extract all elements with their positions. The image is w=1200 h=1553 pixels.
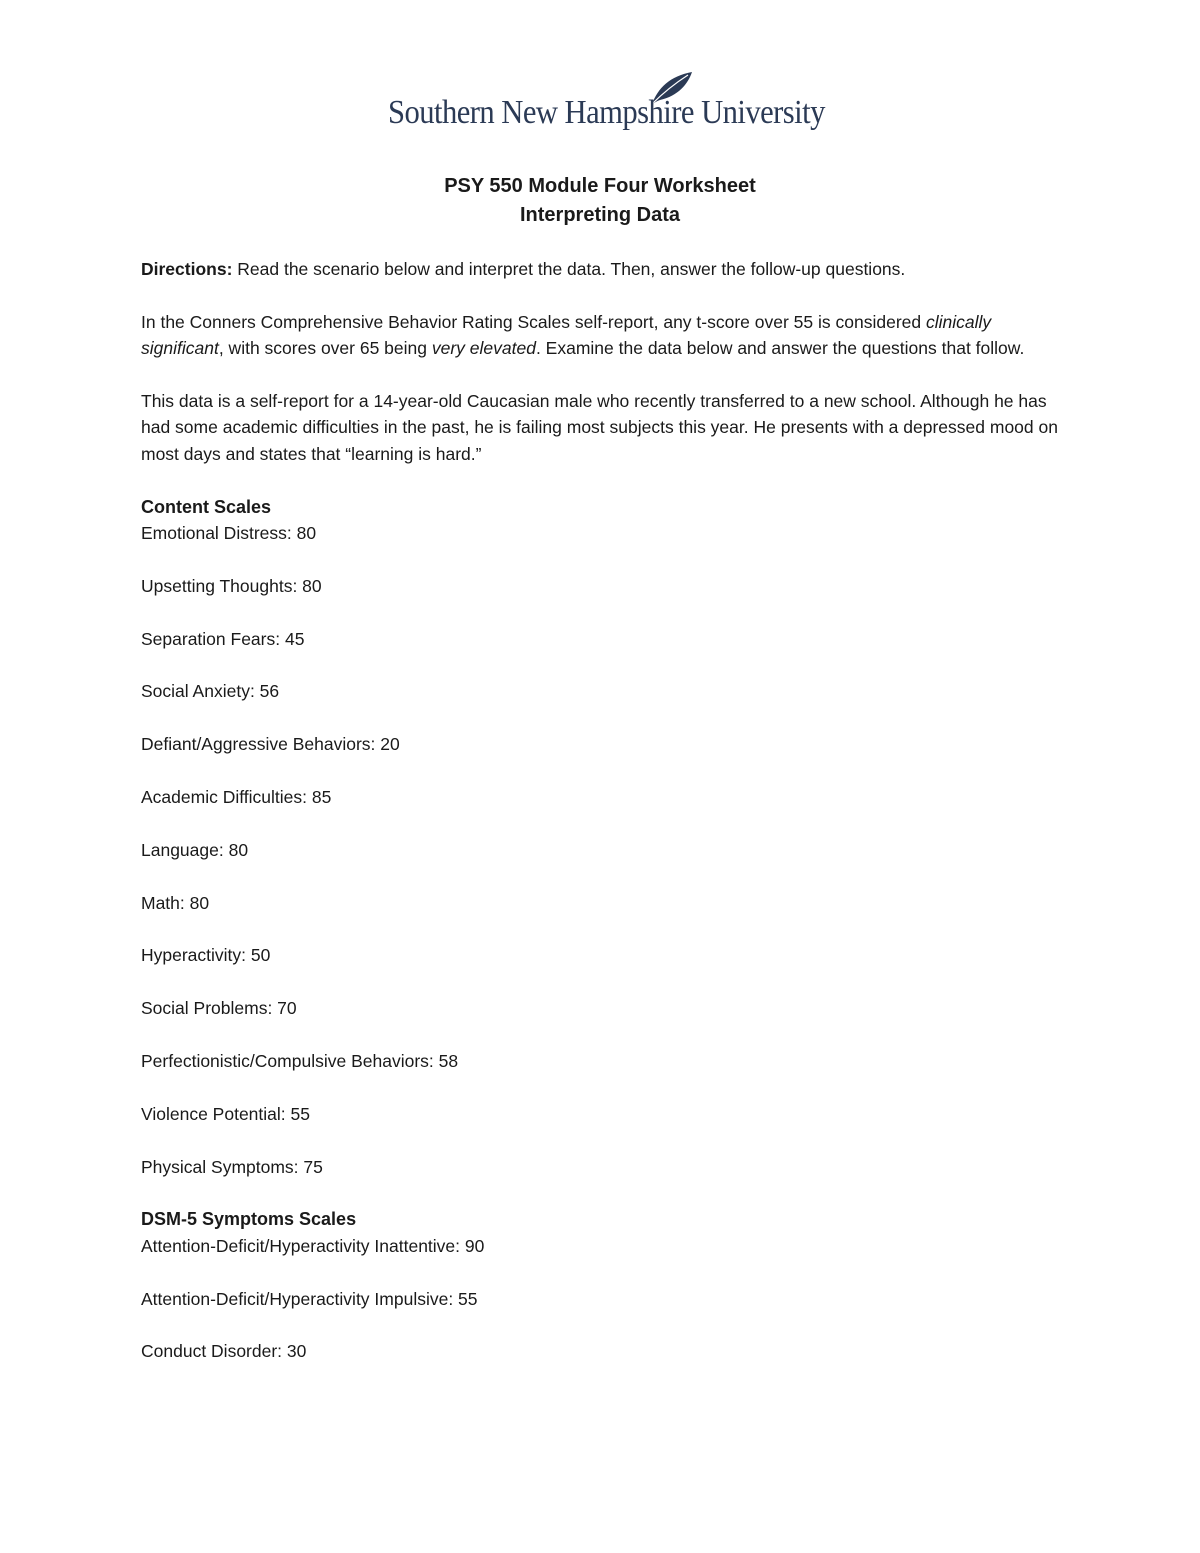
list-item: Emotional Distress: 80 (141, 523, 317, 544)
list-item: Social Problems: 70 (141, 998, 297, 1019)
intro-paragraph (141, 309, 1061, 362)
list-item: Attention-Deficit/Hyperactivity Impulsive: 55 (141, 1288, 478, 1309)
dsm-scales-heading: DSM-5 Symptoms Scales (141, 1209, 357, 1230)
directions-text: Read the scenario below and interpret the data. Then, answer the follow-up questions. (232, 259, 906, 279)
list-item: Upsetting Thoughts: 80 (141, 575, 322, 596)
title-line-1: PSY 550 Module Four Worksheet (444, 175, 756, 197)
list-item: Social Anxiety: 56 (141, 681, 280, 702)
intro-text-3: . Examine the data below and answer the questions that follow. (535, 338, 1025, 359)
content-scales-heading: Content Scales (141, 496, 272, 517)
intro-text-2: , with scores over 65 being (218, 338, 432, 359)
directions-label: Directions: (141, 259, 233, 279)
worksheet-title (0, 172, 1200, 230)
list-item: Physical Symptoms: 75 (141, 1156, 323, 1177)
university-logo (388, 70, 825, 136)
title-line-2: Interpreting Data (519, 204, 681, 226)
list-item: Attention-Deficit/Hyperactivity Inattentive: 90 (141, 1235, 485, 1256)
list-item: Violence Potential: 55 (141, 1103, 310, 1124)
list-item: Language: 80 (141, 839, 249, 860)
list-item: Defiant/Aggressive Behaviors: 20 (141, 734, 400, 755)
list-item: Math: 80 (141, 892, 210, 913)
content-scales-list (141, 520, 1061, 1180)
list-item: Perfectionistic/Compulsive Behaviors: 58 (141, 1050, 459, 1071)
intro-italic-1: clinically significant (141, 311, 992, 359)
document-body (141, 256, 1061, 1365)
list-item: Academic Difficulties: 85 (141, 787, 332, 807)
dsm-scales-list (141, 1233, 1061, 1365)
scenario-paragraph: This data is a self-report for a 14-year-old Caucasian male who recently transferred to a new school. Although he has had some academic difficulties in the past, he is failing most subjects this year. He presents with a depressed mood on most days and states that “learning is hard.” (141, 391, 1058, 464)
list-item: Conduct Disorder: 30 (141, 1341, 307, 1362)
directions-paragraph (141, 256, 1061, 282)
list-item: Hyperactivity: 50 (141, 945, 271, 966)
intro-italic-2: very elevated (431, 338, 536, 359)
intro-text-1: In the Conners Comprehensive Behavior Rating Scales self-report, any t-score over 55 is considered (141, 311, 926, 332)
logo-wordmark: Southern New Hampshire University (388, 94, 825, 131)
list-item: Separation Fears: 45 (141, 628, 305, 649)
